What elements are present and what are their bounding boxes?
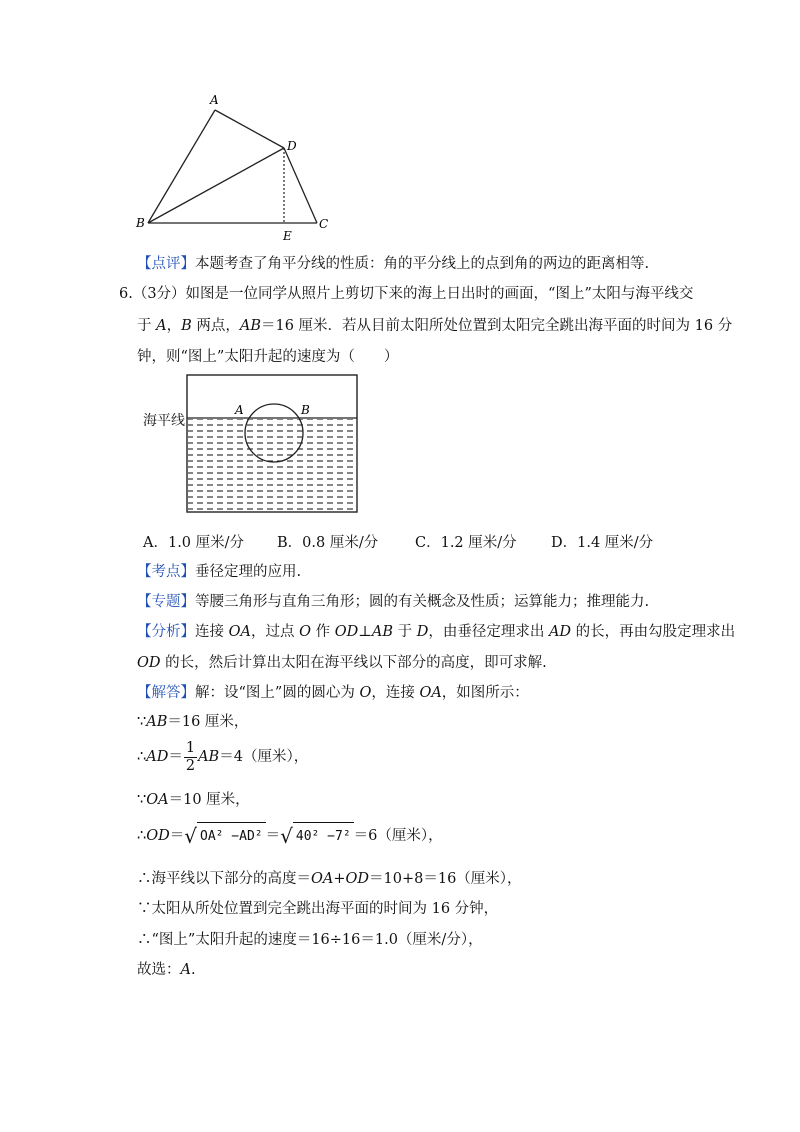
jieda-line-1: ∵AB＝16 厘米， (137, 714, 249, 730)
option-b[interactable]: B．0.8 厘米/分 (277, 535, 379, 551)
fenxi-tag: 【分析】 (137, 624, 195, 640)
fraction-one-half: $\frac{1}{2}$ (185, 739, 196, 774)
sunrise-figure (186, 374, 360, 514)
review-paragraph (137, 254, 649, 274)
question-6-line-2: 于 A，B 两点，AB＝16 厘米．若从目前太阳所处位置到太阳完全跳出海平面的时间为 16 分 (137, 318, 733, 334)
jieda-tag: 【解答】 (137, 685, 195, 701)
jieda-line-8: 故选：A. (137, 962, 196, 978)
option-a[interactable]: A．1.0 厘米/分 (143, 535, 245, 551)
jieda-line-7: ∴“图上”太阳升起的速度＝16÷16＝1.0（厘米/分）， (137, 932, 483, 948)
zhuanti-tag: 【专题】 (137, 594, 195, 610)
jieda-line-2: ∴AD＝ $\frac{1}{2}$ AB＝4（厘米）， (137, 739, 309, 774)
option-c[interactable]: C．1.2 厘米/分 (415, 535, 517, 551)
point-label-b-fig2: B (301, 403, 310, 417)
sea-level-label: 海平线 (143, 413, 185, 429)
review-tag: 【点评】 (137, 256, 195, 272)
point-label-c: C (319, 217, 329, 231)
triangle-figure (130, 90, 340, 245)
jieda-line-5: ∴海平线以下部分的高度＝OA+OD＝10+8＝16（厘米）， (137, 871, 522, 887)
sqrt-expression-1: OA² −AD² (197, 822, 266, 851)
jieda-line-4: ∴OD＝√ OA² −AD² ＝√ 40² −7² ＝6（厘米）， (137, 822, 443, 851)
point-label-a-fig2: A (235, 403, 244, 417)
point-label-e: E (283, 229, 292, 243)
review-text: 本题考查了角平分线的性质：角的平分线上的点到角的两边的距离相等. (195, 256, 650, 272)
point-label-d: D (287, 139, 297, 153)
kaodian-paragraph: 【考点】垂径定理的应用. (137, 564, 302, 580)
fenxi-line-1: 【分析】连接 OA，过点 O 作 OD⊥AB 于 D，由垂径定理求出 AD 的长，再由勾股定理求出 (137, 624, 736, 640)
point-label-a: A (210, 93, 219, 107)
fenxi-line-2: OD 的长，然后计算出太阳在海平线以下部分的高度，即可求解. (137, 655, 547, 671)
option-d[interactable]: D．1.4 厘米/分 (551, 535, 654, 551)
jieda-line-3: ∵OA＝10 厘米， (137, 792, 250, 808)
jieda-line-6: ∵太阳从所处位置到完全跳出海平面的时间为 16 分钟， (137, 901, 499, 917)
kaodian-tag: 【考点】 (137, 564, 195, 580)
question-6-line-1: 6.（3分）如图是一位同学从照片上剪切下来的海上日出时的画面，“图上”太阳与海平线交 (119, 286, 694, 302)
zhuanti-paragraph: 【专题】等腰三角形与直角三角形；圆的有关概念及性质；运算能力；推理能力. (137, 594, 650, 610)
sqrt-expression-2: 40² −7² (293, 822, 354, 851)
jieda-line-0: 【解答】解：设“图上”圆的圆心为 O，连接 OA，如图所示： (137, 685, 529, 701)
question-6-line-3: 钟，则“图上”太阳升起的速度为（ ） (137, 349, 399, 365)
point-label-b: B (136, 216, 145, 230)
